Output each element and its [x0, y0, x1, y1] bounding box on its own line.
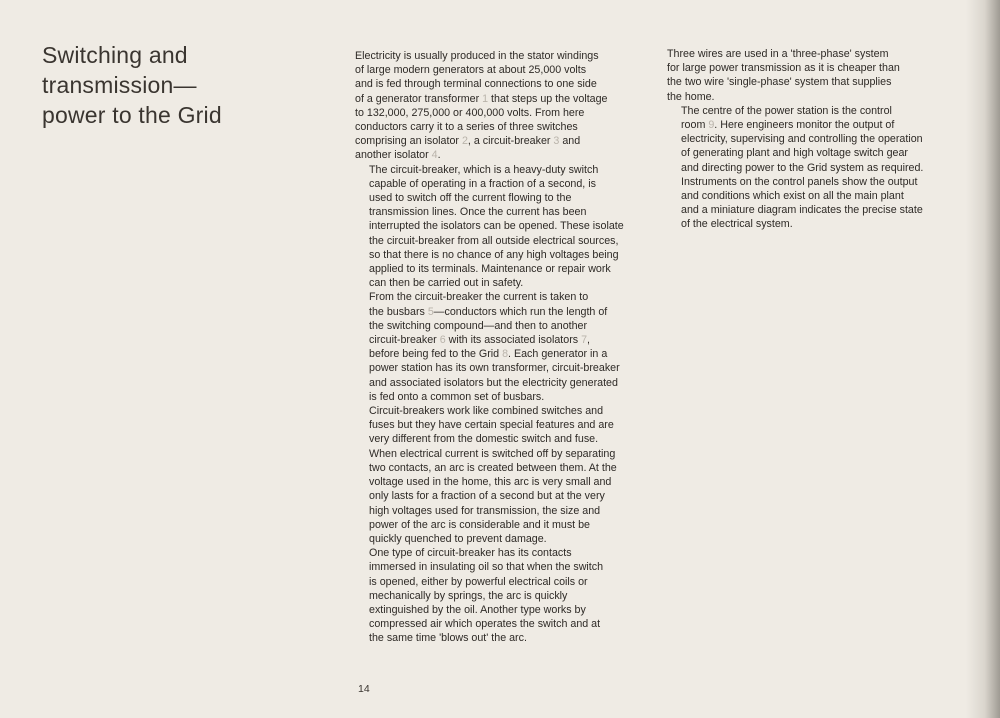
text-line	[355, 290, 650, 304]
text-line	[355, 489, 650, 503]
text-line	[355, 532, 650, 546]
text-line	[355, 92, 650, 106]
reference-number: 8	[502, 348, 509, 361]
paragraph	[355, 163, 650, 291]
text-line	[355, 319, 650, 333]
text-line	[355, 177, 650, 191]
text-run: and a miniature diagram indicates the precise state	[681, 204, 923, 217]
text-run: the two wire 'single-phase' system that supplies	[667, 76, 892, 89]
text-run: extinguished by the oil. Another type works by	[369, 603, 586, 616]
text-run: and directing power to the Grid system as required.	[681, 161, 924, 174]
text-run: Three wires are used in a 'three-phase' system	[667, 48, 889, 60]
text-line	[355, 475, 650, 489]
text-run: is opened, either by powerful electrical coils or	[369, 575, 588, 588]
text-run: immersed in insulating oil so that when the switch	[369, 561, 604, 574]
page-title	[42, 40, 292, 130]
text-run: interrupted the isolators can be opened. These isolate	[369, 220, 624, 233]
text-run: , a circuit-breaker	[467, 135, 554, 148]
text-run: . Here engineers monitor the output of	[714, 119, 895, 132]
text-run: of a generator transformer	[355, 92, 483, 105]
text-line	[667, 189, 957, 203]
text-run: very different from the domestic switch and fuse.	[369, 433, 599, 446]
text-line	[355, 617, 650, 631]
text-run: and associated isolators but the electricity generated	[369, 376, 618, 389]
text-run: fuses but they have certain special features and are	[369, 419, 614, 432]
text-line	[355, 603, 650, 617]
text-run: the home.	[667, 90, 715, 103]
text-run: transmission lines. Once the current has been	[369, 206, 587, 219]
text-run: conductors carry it to a series of three switches	[355, 121, 578, 134]
paragraph	[355, 404, 650, 546]
text-run: Electricity is usually produced in the stator windings	[355, 50, 599, 62]
body-column-middle	[355, 49, 650, 646]
text-line	[355, 404, 650, 418]
text-line	[355, 205, 650, 219]
text-line	[667, 217, 957, 231]
text-run: and is fed through terminal connections to one side	[355, 78, 597, 91]
paragraph	[355, 49, 650, 163]
text-run: Circuit-breakers work like combined switches and	[369, 405, 604, 418]
page-number: 14	[358, 683, 370, 695]
text-run: and	[559, 135, 581, 148]
paragraph	[667, 104, 957, 232]
text-line	[355, 262, 650, 276]
text-line	[355, 432, 650, 446]
paragraph	[355, 546, 650, 645]
text-line	[667, 47, 957, 61]
text-line	[355, 219, 650, 233]
reference-number: 6	[439, 334, 446, 347]
text-line	[355, 447, 650, 461]
text-run: only lasts for a fraction of a second but at the very	[369, 490, 605, 503]
text-run: The circuit-breaker, which is a heavy-duty switch	[369, 163, 599, 176]
text-line	[667, 90, 957, 104]
text-run: When electrical current is switched off by separating	[369, 447, 616, 460]
text-run: . Each generator in a	[508, 348, 608, 361]
text-line	[667, 132, 957, 146]
title-line: power to the Grid	[42, 102, 222, 128]
reference-number: 3	[553, 135, 560, 148]
text-line	[667, 75, 957, 89]
text-run: is fed onto a common set of busbars.	[369, 390, 545, 403]
text-run: mechanically by springs, the arc is quickly	[369, 589, 568, 602]
text-line	[355, 390, 650, 404]
text-line	[355, 77, 650, 91]
text-line	[667, 118, 957, 132]
text-run: From the circuit-breaker the current is taken to	[369, 291, 589, 304]
text-run: The centre of the power station is the control	[681, 104, 892, 117]
text-run: to 132,000, 275,000 or 400,000 volts. From here	[355, 106, 585, 119]
text-run: two contacts, an arc is created between them. At the	[369, 461, 617, 474]
text-line	[355, 518, 650, 532]
text-run: room	[681, 119, 709, 132]
text-line	[355, 134, 650, 148]
text-run: power of the arc is considerable and it must be	[369, 518, 590, 531]
text-line	[355, 191, 650, 205]
body-column-right	[667, 47, 957, 232]
text-run: One type of circuit-breaker has its contacts	[369, 547, 572, 560]
text-run: circuit-breaker	[369, 334, 440, 347]
text-line	[355, 49, 650, 63]
text-line	[355, 461, 650, 475]
text-line	[355, 163, 650, 177]
text-line	[355, 347, 650, 361]
text-line	[355, 63, 650, 77]
paragraph	[355, 290, 650, 404]
text-line	[355, 504, 650, 518]
text-run: of generating plant and high voltage switch gear	[681, 147, 908, 160]
text-line	[355, 305, 650, 319]
text-run: power station has its own transformer, circuit-breaker	[369, 362, 620, 375]
text-line	[355, 148, 650, 162]
text-line	[355, 234, 650, 248]
text-run: so that there is no chance of any high voltages being	[369, 248, 619, 261]
text-line	[355, 560, 650, 574]
text-line	[355, 106, 650, 120]
text-run: quickly quenched to prevent damage.	[369, 532, 547, 545]
text-run: high voltages used for transmission, the size and	[369, 504, 601, 517]
text-run: the busbars	[369, 305, 428, 318]
reference-number: 1	[482, 92, 489, 105]
reference-number: 9	[708, 119, 715, 132]
text-run: capable of operating in a fraction of a second, is	[369, 177, 596, 190]
text-run: another isolator	[355, 149, 432, 162]
reference-number: 4	[431, 149, 438, 162]
text-line	[355, 589, 650, 603]
text-run: the same time 'blows out' the arc.	[369, 632, 527, 645]
text-run: with its associated isolators	[445, 334, 582, 347]
title-line: transmission—	[42, 72, 197, 98]
text-run: for large power transmission as it is cheaper than	[667, 62, 900, 75]
text-line	[667, 146, 957, 160]
text-line	[667, 175, 957, 189]
text-run: comprising an isolator	[355, 135, 462, 148]
text-run: ,	[587, 334, 591, 347]
text-run: Instruments on the control panels show the output	[681, 175, 918, 188]
text-run: of the electrical system.	[681, 218, 793, 231]
page-edge-shadow	[966, 0, 1000, 718]
text-line	[355, 418, 650, 432]
text-run: .	[437, 149, 441, 162]
text-line	[355, 546, 650, 560]
title-line: Switching and	[42, 42, 188, 68]
text-line	[355, 276, 650, 290]
text-line	[355, 575, 650, 589]
reference-number: 7	[581, 334, 588, 347]
text-run: the circuit-breaker from all outside electrical sources,	[369, 234, 619, 247]
text-run: electricity, supervising and controlling the operation	[681, 133, 923, 146]
text-line	[355, 376, 650, 390]
text-line	[355, 248, 650, 262]
text-run: that steps up the voltage	[488, 92, 608, 105]
text-run: before being fed to the Grid	[369, 348, 503, 361]
paragraph	[667, 47, 957, 104]
text-line	[667, 203, 957, 217]
text-run: and conditions which exist on all the main plant	[681, 190, 904, 203]
text-line	[355, 333, 650, 347]
text-line	[355, 120, 650, 134]
reference-number: 5	[427, 305, 434, 318]
text-run: —conductors which run the length of	[433, 305, 608, 318]
text-run: used to switch off the current flowing to the	[369, 192, 572, 205]
text-line	[667, 104, 957, 118]
text-run: can then be carried out in safety.	[369, 277, 524, 290]
text-run: applied to its terminals. Maintenance or repair work	[369, 263, 611, 276]
text-line	[355, 631, 650, 645]
text-line	[355, 361, 650, 375]
text-run: of large modern generators at about 25,000 volts	[355, 64, 587, 77]
text-line	[667, 161, 957, 175]
text-run: the switching compound—and then to another	[369, 319, 588, 332]
reference-number: 2	[461, 135, 468, 148]
text-line	[667, 61, 957, 75]
text-run: compressed air which operates the switch and at	[369, 618, 601, 631]
text-run: voltage used in the home, this arc is very small and	[369, 476, 612, 489]
